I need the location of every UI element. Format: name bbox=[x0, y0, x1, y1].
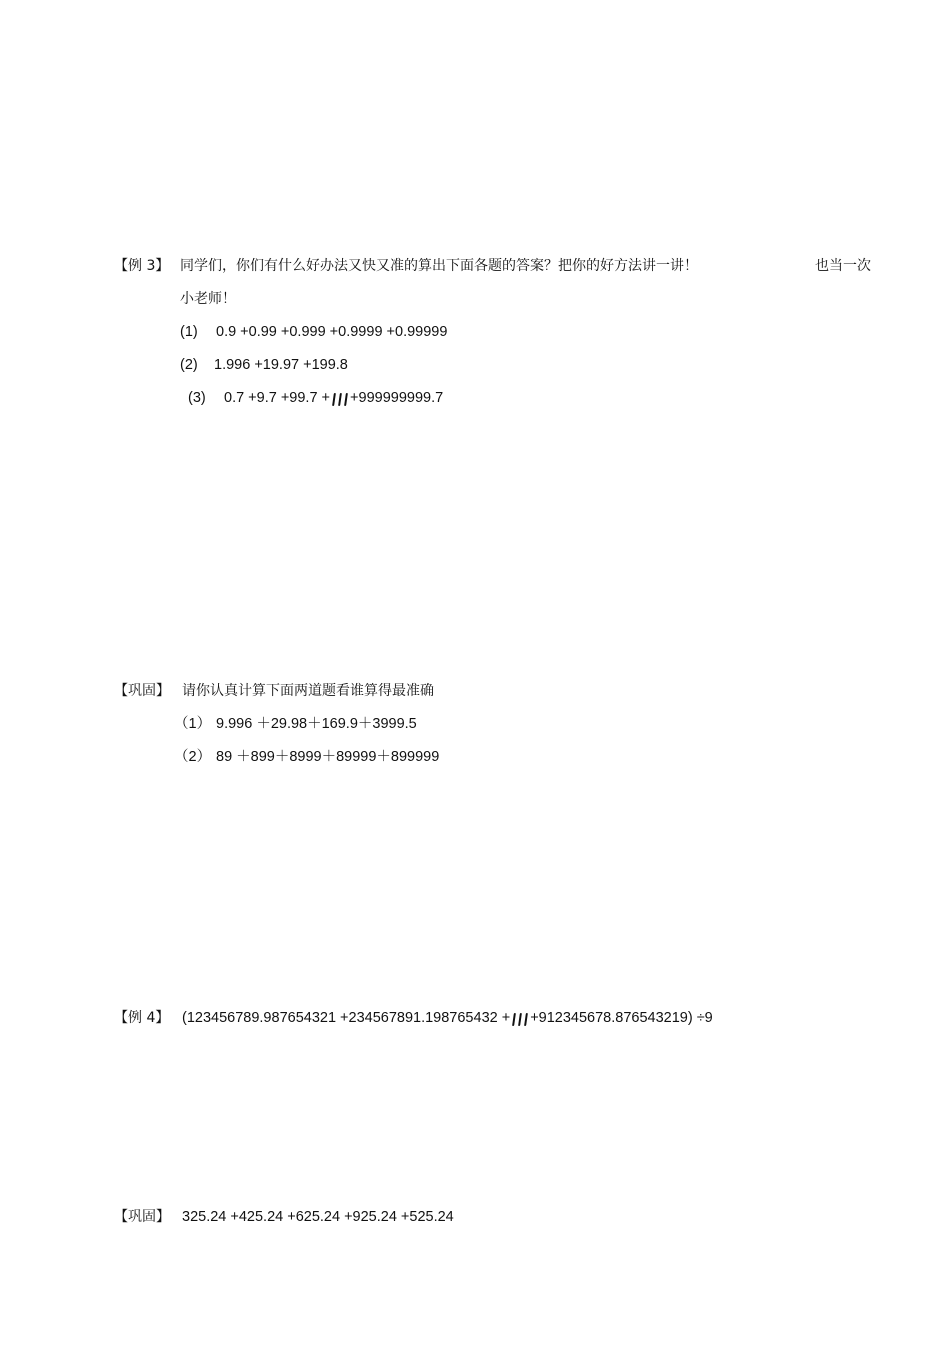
problem-index: （2） bbox=[174, 749, 212, 765]
example-4-expression bbox=[182, 1009, 713, 1027]
ellipsis-icon bbox=[511, 1009, 529, 1027]
practice-1-instruction: 请你认真计算下面两道题看谁算得最准确 bbox=[182, 683, 434, 699]
problem-index: (2) bbox=[180, 357, 198, 373]
practice-2-expression: 325.24 +425.24 +625.24 +925.24 +525.24 bbox=[182, 1209, 454, 1225]
problem-expression: 89 ＋899＋8999＋89999＋899999 bbox=[216, 749, 440, 765]
expression-start: (123456789.987654321 +234567891.198765432 + bbox=[182, 1010, 511, 1026]
example-3-question-line1-end: 也当一次 bbox=[815, 258, 871, 274]
practice-1-tag: 【巩固】 bbox=[114, 683, 170, 699]
problem-index: （1） bbox=[174, 716, 212, 732]
expression-end: +999999999.7 bbox=[350, 390, 444, 406]
problem-expression: 9.996 ＋29.98＋169.9＋3999.5 bbox=[216, 716, 417, 732]
problem-index: (3) bbox=[188, 390, 206, 406]
expression-end: +912345678.876543219) ÷9 bbox=[530, 1010, 713, 1026]
problem-expression: 0.9 +0.99 +0.999 +0.9999 +0.99999 bbox=[216, 324, 448, 340]
example-4-tag: 【例 4】 bbox=[114, 1010, 170, 1026]
example-3-question-line1: 同学们，你们有什么好办法又快又准的算出下面各题的答案？把你的好方法讲一讲！ bbox=[180, 258, 698, 274]
example-3-question-line2: 小老师！ bbox=[180, 291, 236, 307]
problem-index: (1) bbox=[180, 324, 198, 340]
example-3-tag: 【例 3】 bbox=[114, 258, 170, 274]
ellipsis-icon bbox=[331, 389, 349, 407]
problem-expression bbox=[224, 389, 443, 407]
practice-2-tag: 【巩固】 bbox=[114, 1209, 170, 1225]
expression-start: 0.7 +9.7 +99.7 + bbox=[224, 390, 331, 406]
problem-expression: 1.996 +19.97 +199.8 bbox=[214, 357, 348, 373]
